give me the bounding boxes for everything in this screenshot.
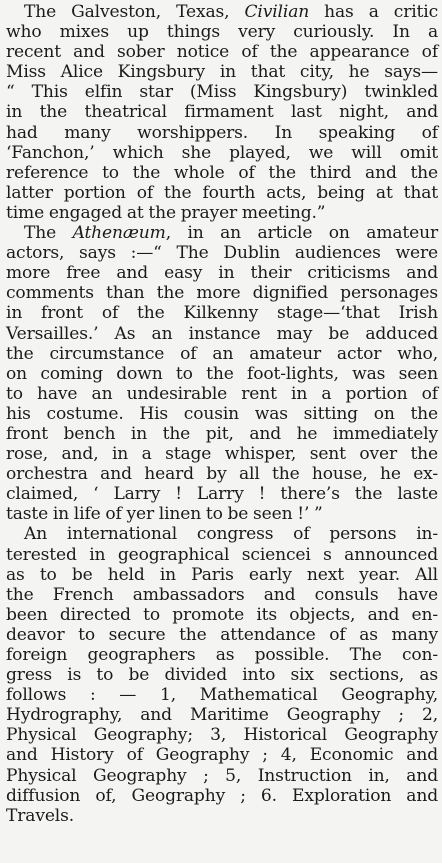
text-run: Travels. bbox=[6, 805, 75, 826]
text-line bbox=[6, 283, 438, 303]
text-run: “ This elfin star (Miss Kingsbury) twinkled bbox=[6, 82, 438, 103]
text-run: actors, says :—“ The Dublin audiences were bbox=[6, 243, 438, 264]
text-line bbox=[6, 665, 438, 685]
text-run: An international congress of persons in- bbox=[24, 524, 438, 545]
text-line bbox=[6, 102, 438, 122]
text-run: in the theatrical firmament last night, and bbox=[6, 102, 438, 123]
text-run: follows : — 1, Mathematical Geography, bbox=[6, 685, 438, 706]
text-run: to have an undesirable rent in a portion of bbox=[6, 383, 438, 404]
paragraph bbox=[6, 223, 438, 524]
text-line bbox=[6, 243, 438, 263]
text-run: time engaged at the prayer meeting.” bbox=[6, 202, 326, 223]
text-line bbox=[6, 223, 438, 243]
text-line bbox=[6, 183, 438, 203]
text-line bbox=[6, 444, 438, 464]
text-run: who mixes up things very curiously. In a bbox=[6, 22, 438, 43]
text-run: been directed to promote its objects, and en- bbox=[6, 604, 438, 625]
text-line bbox=[6, 565, 438, 585]
text-line bbox=[6, 62, 438, 82]
text-run: terested in geographical sciencei s announced bbox=[6, 544, 438, 565]
text-run: , in an article on amateur bbox=[165, 223, 438, 244]
text-line bbox=[6, 745, 438, 765]
paragraph bbox=[6, 524, 438, 825]
text-run: taste in life of yer linen to be seen !’ ” bbox=[6, 504, 323, 525]
text-line bbox=[6, 143, 438, 163]
text-run: gress is to be divided into six sections, as bbox=[6, 665, 438, 686]
text-run: ‘Fanchon,’ which she played, we will omit bbox=[6, 142, 438, 163]
text-line bbox=[6, 404, 438, 424]
text-line bbox=[6, 344, 438, 364]
text-line bbox=[6, 766, 438, 786]
text-run: Physical Geography; 3, Historical Geography bbox=[6, 725, 438, 746]
text-line bbox=[6, 263, 438, 283]
text-run: recent and sober notice of the appearance of bbox=[6, 42, 438, 63]
text-run: and History of Geography ; 4, Economic and bbox=[6, 745, 438, 766]
text-line bbox=[6, 585, 438, 605]
paragraph bbox=[6, 2, 438, 223]
text-line bbox=[6, 203, 438, 223]
text-run: foreign geographers as possible. The con- bbox=[6, 645, 438, 665]
text-line bbox=[6, 324, 438, 344]
italic-title: Civilian bbox=[244, 2, 310, 22]
text-line bbox=[6, 82, 438, 102]
text-line bbox=[6, 645, 438, 665]
text-run: Versailles.’ As an instance may be adduced bbox=[6, 323, 438, 344]
text-line bbox=[6, 424, 438, 444]
text-line bbox=[6, 123, 438, 143]
text-run: in front of the Kilkenny stage—‘that Irish bbox=[6, 303, 438, 324]
italic-title: Athenæum bbox=[72, 223, 166, 244]
text-run: on coming down to the foot-lights, was seen bbox=[6, 363, 438, 384]
text-run: as to be held in Paris early next year. All bbox=[6, 564, 438, 585]
text-line bbox=[6, 163, 438, 183]
text-line bbox=[6, 806, 438, 826]
text-line bbox=[6, 685, 438, 705]
text-line bbox=[6, 364, 438, 384]
text-line bbox=[6, 484, 438, 504]
text-run: more free and easy in their criticisms and bbox=[6, 263, 438, 284]
text-run: reference to the whole of the third and the bbox=[6, 162, 438, 183]
text-line bbox=[6, 22, 438, 42]
text-line bbox=[6, 524, 438, 544]
text-run: orchestra and heard by all the house, he ex- bbox=[6, 464, 438, 485]
text-run: Hydrography, and Maritime Geography ; 2, bbox=[6, 705, 438, 726]
text-line bbox=[6, 2, 438, 22]
text-run: The Galveston, Texas, bbox=[24, 2, 245, 22]
text-run: The bbox=[24, 223, 73, 244]
text-run: deavor to secure the attendance of as many bbox=[6, 624, 438, 645]
text-run: had many worshippers. In speaking of bbox=[6, 122, 438, 143]
text-run: comments than the more dignified personages bbox=[6, 283, 438, 304]
text-line bbox=[6, 464, 438, 484]
text-line bbox=[6, 42, 438, 62]
text-run: diffusion of, Geography ; 6. Exploration and bbox=[6, 785, 438, 806]
text-run: rose, and, in a stage whisper, sent over the bbox=[6, 444, 438, 465]
text-run: his costume. His cousin was sitting on the bbox=[6, 403, 438, 424]
text-line bbox=[6, 605, 438, 625]
text-run: front bench in the pit, and he immediately bbox=[6, 423, 438, 444]
text-line bbox=[6, 625, 438, 645]
text-line bbox=[6, 504, 438, 524]
text-run: the French ambassadors and consuls have bbox=[6, 584, 438, 605]
text-line bbox=[6, 303, 438, 323]
text-run: latter portion of the fourth acts, being at that bbox=[6, 182, 438, 203]
text-run: Physical Geography ; 5, Instruction in, and bbox=[6, 765, 438, 786]
text-line bbox=[6, 545, 438, 565]
article-body bbox=[6, 2, 438, 826]
text-run: has a critic bbox=[309, 2, 438, 22]
text-run: Miss Alice Kingsbury in that city, he says— bbox=[6, 62, 438, 83]
text-line bbox=[6, 725, 438, 745]
text-line bbox=[6, 786, 438, 806]
text-line bbox=[6, 384, 438, 404]
text-run: the circumstance of an amateur actor who, bbox=[6, 343, 438, 364]
text-run: claimed, ‘ Larry ! Larry ! there’s the laste bbox=[6, 484, 438, 505]
text-line bbox=[6, 705, 438, 725]
